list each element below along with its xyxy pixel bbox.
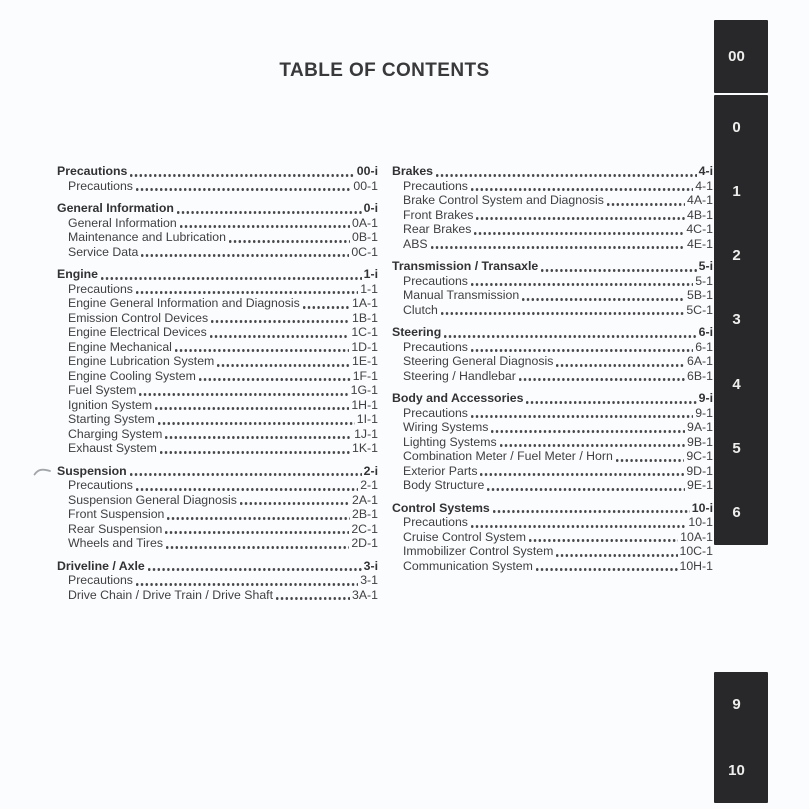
toc-item (57, 245, 378, 260)
toc-item (57, 216, 378, 231)
dot-leader (474, 232, 684, 235)
toc-item (57, 354, 378, 369)
toc-section (392, 164, 713, 251)
toc-section (392, 501, 713, 574)
dot-leader (136, 488, 358, 491)
dot-leader (136, 583, 358, 586)
dot-leader (211, 320, 350, 323)
toc-entry-page: 4E-1 (687, 236, 713, 251)
toc-entry-page: 2B-1 (352, 507, 378, 521)
toc-column-right (392, 164, 713, 581)
toc-item (57, 478, 378, 493)
dot-leader (303, 306, 350, 309)
side-tab-4: 4 (732, 375, 741, 393)
toc-entry-page: 00-i (356, 164, 378, 178)
toc-entry-label: Cruise Control System (403, 529, 527, 544)
toc-entry-label: Starting System (68, 412, 155, 426)
toc-section-header (57, 267, 378, 282)
side-tab-9: 9 (732, 696, 741, 714)
toc-entry-label: Driveline / Axle (57, 558, 145, 573)
dot-leader (141, 254, 349, 257)
toc-entry-page: 9-i (698, 391, 713, 405)
toc-entry-page: 10-i (691, 500, 713, 515)
toc-entry-page: 10A-1 (680, 529, 713, 544)
side-tab-group-9-10 (714, 672, 768, 803)
dot-leader (180, 225, 350, 228)
dot-leader (441, 312, 684, 315)
toc-item (57, 573, 378, 588)
dot-leader (217, 364, 350, 367)
toc-item (392, 559, 713, 574)
toc-entry-label: Maintenance and Lubrication (68, 230, 226, 244)
toc-item (392, 478, 713, 493)
toc-entry-label: Brake Control System and Diagnosis (403, 193, 604, 207)
toc-entry-page: 0-i (363, 201, 378, 215)
toc-entry-label: Brakes (392, 164, 434, 178)
toc-entry-label: Engine Cooling System (68, 368, 196, 383)
toc-column-left (57, 164, 378, 610)
toc-item (392, 303, 713, 318)
toc-entry-page: 6-1 (695, 339, 713, 354)
toc-item (392, 274, 713, 289)
dot-leader (436, 174, 697, 177)
toc-item (57, 325, 378, 340)
toc-section (57, 267, 378, 456)
dot-leader (522, 298, 685, 301)
dot-leader (526, 401, 696, 404)
toc-entry-label: Service Data (68, 244, 139, 259)
toc-entry-page: 1I-1 (356, 412, 378, 426)
toc-entry-page: 6A-1 (687, 354, 713, 368)
dot-leader (160, 451, 350, 454)
toc-entry-label: Rear Brakes (403, 222, 472, 236)
toc-section (392, 259, 713, 317)
toc-section-header (57, 164, 378, 179)
toc-section (392, 391, 713, 493)
toc-item (57, 427, 378, 442)
dot-leader (229, 240, 350, 243)
toc-entry-label: Steering (392, 325, 442, 339)
toc-entry-label: Rear Suspension (68, 521, 163, 536)
toc-item (57, 369, 378, 384)
dot-leader (167, 517, 350, 520)
dot-leader (136, 188, 351, 191)
toc-item (392, 237, 713, 252)
toc-item (392, 179, 713, 194)
toc-section (57, 164, 378, 193)
toc-section-header (57, 201, 378, 216)
toc-item (57, 588, 378, 603)
toc-entry-label: Front Suspension (68, 507, 165, 521)
toc-section (57, 201, 378, 259)
toc-entry-page: 4-i (698, 164, 713, 178)
toc-item (57, 536, 378, 551)
toc-entry-page: 1-i (363, 267, 378, 281)
toc-entry-page: 10-1 (688, 515, 713, 529)
toc-entry-label: Ignition System (68, 397, 153, 412)
toc-item (392, 449, 713, 464)
toc-entry-page: 2D-1 (351, 536, 378, 550)
toc-item (392, 340, 713, 355)
toc-entry-page: 9B-1 (687, 434, 713, 449)
toc-item (392, 354, 713, 369)
toc-item (57, 507, 378, 522)
toc-entry-page: 5C-1 (686, 302, 713, 317)
dot-leader (556, 554, 677, 557)
toc-entry-label: General Information (57, 201, 174, 215)
toc-entry-label: Drive Chain / Drive Train / Drive Shaft (68, 587, 274, 602)
toc-entry-label: Wiring Systems (403, 420, 489, 434)
toc-item (392, 193, 713, 208)
dot-leader (541, 269, 696, 272)
toc-entry-page: 9-1 (695, 405, 713, 420)
dot-leader (210, 335, 350, 338)
toc-item (392, 369, 713, 384)
toc-entry-page: 9D-1 (686, 463, 713, 478)
side-tab-6: 6 (732, 504, 741, 522)
toc-entry-label: Precautions (403, 178, 468, 193)
toc-item (392, 530, 713, 545)
toc-entry-page: 5-i (698, 259, 713, 273)
toc-entry-label: Precautions (403, 405, 468, 420)
toc-entry-label: Clutch (403, 302, 438, 317)
dot-leader (471, 283, 693, 286)
toc-item (392, 406, 713, 421)
side-tab-1: 1 (732, 182, 741, 200)
toc-entry-page: 3-i (363, 558, 378, 573)
side-tab-group-00 (714, 20, 768, 93)
toc-entry-page: 10C-1 (679, 544, 713, 558)
dot-leader (471, 349, 693, 352)
toc-item (392, 464, 713, 479)
dot-leader (148, 568, 362, 571)
toc-entry-label: Manual Transmission (403, 288, 520, 302)
toc-entry-page: 5-1 (695, 273, 713, 288)
side-tab-0: 0 (732, 118, 741, 136)
toc-entry-label: Steering General Diagnosis (403, 354, 554, 368)
toc-entry-page: 1J-1 (354, 426, 378, 441)
page-title: TABLE OF CONTENTS (279, 60, 490, 81)
toc-entry-label: Emission Control Devices (68, 310, 209, 325)
toc-entry-page: 4-1 (695, 178, 713, 193)
toc-item (392, 420, 713, 435)
toc-entry-page: 4A-1 (687, 193, 713, 207)
dot-leader (471, 415, 693, 418)
toc-entry-label: Exhaust System (68, 441, 157, 455)
toc-item (57, 383, 378, 398)
toc-entry-label: Precautions (68, 178, 133, 193)
toc-item (392, 288, 713, 303)
toc-entry-page: 00-1 (353, 178, 378, 193)
toc-item (57, 340, 378, 355)
toc-item (57, 412, 378, 427)
toc-section-header (57, 559, 378, 574)
dot-leader (471, 188, 693, 191)
toc-entry-label: Precautions (403, 273, 468, 288)
toc-entry-label: Immobilizer Control System (403, 544, 554, 558)
dot-leader (158, 422, 355, 425)
toc-entry-page: 1K-1 (352, 441, 378, 455)
toc-entry-page: 2-1 (360, 478, 378, 492)
toc-entry-label: Lighting Systems (403, 434, 497, 449)
toc-entry-page: 1H-1 (351, 397, 378, 412)
toc-entry-label: Precautions (68, 478, 133, 492)
toc-item (57, 522, 378, 537)
toc-entry-label: Engine Mechanical (68, 339, 172, 354)
toc-entry-page: 1B-1 (352, 310, 378, 325)
toc-section-header (392, 501, 713, 516)
toc-entry-page: 1D-1 (351, 339, 378, 354)
dot-leader (175, 349, 349, 352)
dot-leader (529, 539, 678, 542)
handwritten-check-icon (33, 466, 52, 481)
dot-leader (130, 473, 362, 476)
dot-leader (139, 393, 348, 396)
toc-entry-page: 1A-1 (352, 296, 378, 310)
toc-item (392, 515, 713, 530)
toc-entry-page: 0B-1 (352, 230, 378, 244)
dot-leader (471, 525, 686, 528)
toc-entry-page: 9E-1 (687, 478, 713, 492)
toc-entry-page: 2-i (363, 463, 378, 478)
toc-entry-page: 3-1 (360, 573, 378, 587)
toc-entry-page: 10H-1 (679, 558, 713, 573)
side-tab-2: 2 (732, 247, 741, 265)
toc-entry-page: 1E-1 (352, 354, 378, 368)
dot-leader (476, 217, 685, 220)
toc-section-header (392, 391, 713, 406)
toc-entry-label: Front Brakes (403, 207, 474, 222)
toc-entry-label: Precautions (57, 164, 128, 178)
dot-leader (556, 364, 685, 367)
toc-entry-label: Precautions (403, 339, 468, 354)
toc-entry-label: Communication System (403, 558, 533, 573)
dot-leader (607, 203, 685, 206)
dot-leader (276, 597, 350, 600)
toc-item (57, 493, 378, 508)
toc-entry-page: 9C-1 (686, 449, 713, 463)
toc-entry-label: Body Structure (403, 478, 485, 492)
toc-entry-page: 2A-1 (352, 492, 378, 507)
toc-item (392, 435, 713, 450)
toc-item (392, 544, 713, 559)
toc-entry-page: 3A-1 (352, 587, 378, 602)
toc-entry-label: Suspension (57, 463, 127, 478)
side-tab-group-0-6 (714, 95, 768, 545)
toc-entry-page: 5B-1 (687, 288, 713, 302)
toc-entry-label: Engine General Information and Diagnosis (68, 296, 300, 310)
toc-entry-page: 2C-1 (351, 521, 378, 536)
toc-entry-label: Steering / Handlebar (403, 368, 516, 383)
toc-item (392, 222, 713, 237)
side-tab-00: 00 (728, 48, 745, 65)
toc-section (57, 559, 378, 603)
toc-entry-label: Precautions (68, 281, 133, 296)
dot-leader (240, 502, 350, 505)
dot-leader (165, 531, 349, 534)
toc-entry-page: 0C-1 (351, 244, 378, 259)
toc-entry-label: Engine Electrical Devices (68, 325, 207, 339)
dot-leader (130, 174, 354, 177)
dot-leader (491, 430, 685, 433)
dot-leader (519, 378, 685, 381)
dot-leader (444, 335, 696, 338)
toc-entry-page: 1G-1 (350, 383, 378, 397)
dot-leader (500, 444, 685, 447)
dot-leader (177, 211, 362, 214)
toc-entry-label: Control Systems (392, 500, 490, 515)
side-tab-5: 5 (732, 440, 741, 458)
toc-entry-label: Fuel System (68, 383, 137, 397)
dot-leader (487, 488, 685, 491)
dot-leader (166, 546, 349, 549)
toc-entry-label: Charging System (68, 426, 163, 441)
toc-section-header (392, 164, 713, 179)
toc-entry-label: Precautions (68, 573, 133, 587)
dot-leader (165, 436, 352, 439)
toc-entry-label: Transmission / Transaxle (392, 259, 539, 273)
toc-entry-label: Engine (57, 267, 98, 281)
toc-section (392, 325, 713, 383)
dot-leader (431, 246, 685, 249)
toc-entry-page: 6B-1 (687, 368, 713, 383)
dot-leader (101, 277, 362, 280)
toc-section-header (57, 464, 378, 479)
dot-leader (480, 473, 684, 476)
toc-entry-label: Engine Lubrication System (68, 354, 215, 368)
dot-leader (136, 291, 358, 294)
toc-entry-page: 4C-1 (686, 222, 713, 236)
toc-item (57, 179, 378, 194)
toc-entry-label: Wheels and Tires (68, 536, 164, 550)
toc-entry-page: 1-1 (360, 281, 378, 296)
toc-item (57, 311, 378, 326)
toc-entry-page: 6-i (698, 325, 713, 339)
toc-entry-label: ABS (403, 236, 428, 251)
toc-entry-page: 9A-1 (687, 420, 713, 434)
toc-entry-label: Precautions (403, 515, 468, 529)
toc-item (392, 208, 713, 223)
dot-leader (536, 568, 678, 571)
toc-section-header (392, 259, 713, 274)
toc-entry-label: Body and Accessories (392, 391, 524, 405)
toc-section-header (392, 325, 713, 340)
toc-item (57, 441, 378, 456)
toc-entry-page: 4B-1 (687, 207, 713, 222)
dot-leader (199, 378, 351, 381)
toc-entry-page: 1C-1 (351, 325, 378, 339)
dot-leader (616, 459, 685, 462)
toc-entry-page: 1F-1 (352, 368, 378, 383)
toc-entry-page: 0A-1 (352, 215, 378, 230)
dot-leader (493, 510, 690, 513)
toc-section (57, 464, 378, 551)
toc-entry-label: General Information (68, 215, 177, 230)
toc-item (57, 398, 378, 413)
toc-entry-label: Combination Meter / Fuel Meter / Horn (403, 449, 613, 463)
toc-item (57, 282, 378, 297)
toc-item (57, 296, 378, 311)
side-tab-3: 3 (732, 311, 741, 329)
side-tab-10: 10 (728, 761, 745, 779)
dot-leader (155, 407, 349, 410)
toc-entry-label: Exterior Parts (403, 463, 478, 478)
toc-item (57, 230, 378, 245)
toc-entry-label: Suspension General Diagnosis (68, 492, 237, 507)
